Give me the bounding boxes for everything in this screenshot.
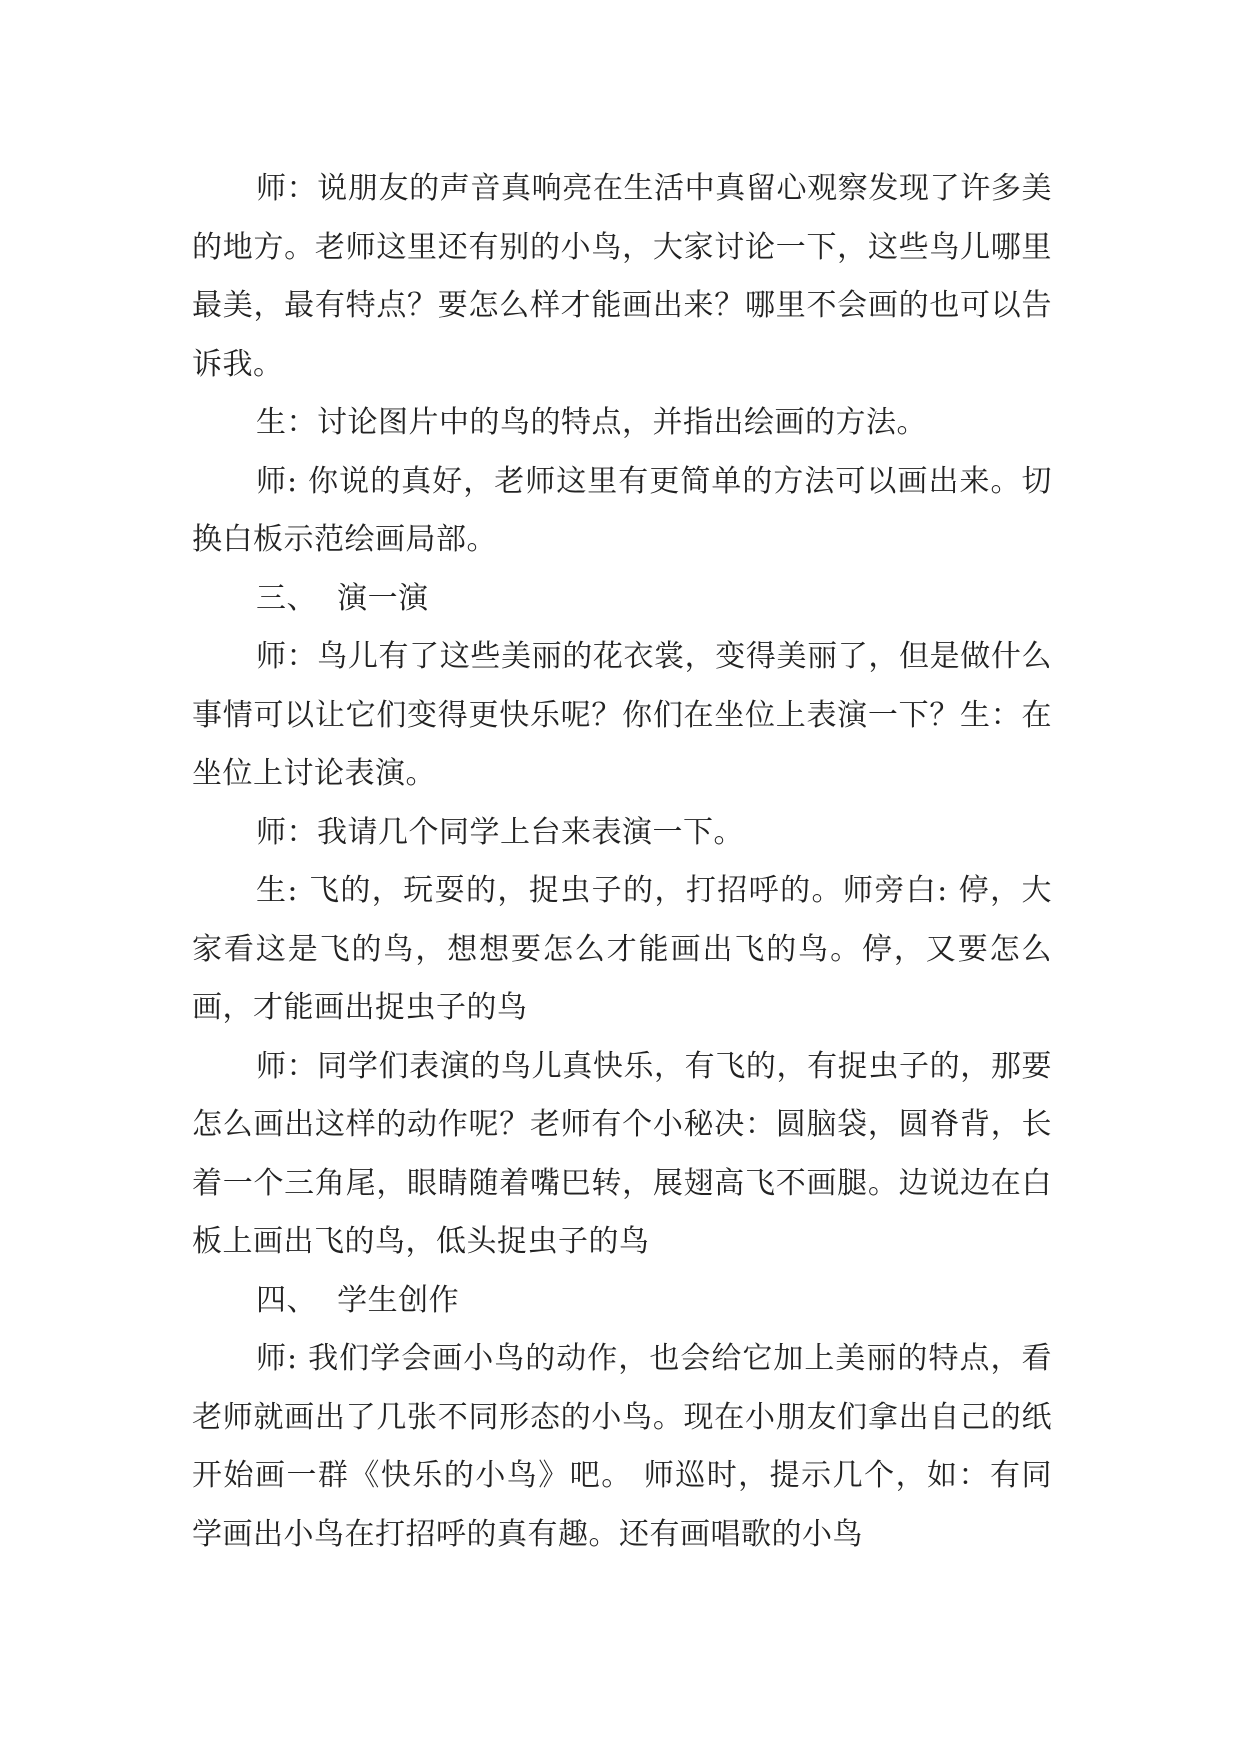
paragraph-teacher-demo: 师: 你说的真好，老师这里有更简单的方法可以画出来。切换白板示范绘画局部。 — [192, 463, 1052, 557]
paragraph-teacher-tips: 师：同学们表演的鸟儿真快乐，有飞的，有捉虫子的，那要怎么画出这样的动作呢？老师有个小秘决：圆脑袋，圆脊背，长着一个三角尾，眼睛随着嘴巴转，展翅高飞不画腿。边说边在白板上画出飞的鸟，低头捉虫子的鸟 — [192, 1048, 1052, 1259]
section-heading-act: 三、 演一演 — [256, 580, 429, 616]
paragraph-student-discussion: 生：讨论图片中的鸟的特点，并指出绘画的方法。 — [256, 405, 927, 440]
paragraph-teacher-discussion: 师：说朋友的声音真响亮在生活中真留心观察发现了许多美的地方。老师这里还有别的小鸟，大家讨论一下，这些鸟儿哪里最美，最有特点？要怎么样才能画出来？哪里不会画的也可以告诉我。 — [192, 171, 1052, 382]
paragraph-teacher-create: 师: 我们学会画小鸟的动作，也会给它加上美丽的特点，看老师就画出了几张不同形态的小鸟。现在小朋友们拿出自己的纸开始画一群《快乐的小鸟》吧。 师巡时，提示几个，如：有同学画出小鸟在打招呼的真有趣。还有画唱歌的小鸟 — [192, 1341, 1052, 1552]
document-body — [192, 160, 1052, 1564]
paragraph-teacher-invite: 师：我请几个同学上台来表演一下。 — [256, 814, 744, 850]
paragraph-teacher-question: 师：鸟儿有了这些美丽的花衣裳，变得美丽了，但是做什么事情可以让它们变得更快乐呢？你们在坐位上表演一下？生：在坐位上讨论表演。 — [192, 639, 1052, 791]
paragraph-student-performance: 生: 飞的，玩耍的，捉虫子的，打招呼的。师旁白: 停，大家看这是飞的鸟，想想要怎么才能画出飞的鸟。停，又要怎么画，才能画出捉虫子的鸟 — [192, 873, 1052, 1025]
section-heading-create: 四、 学生创作 — [256, 1282, 460, 1318]
